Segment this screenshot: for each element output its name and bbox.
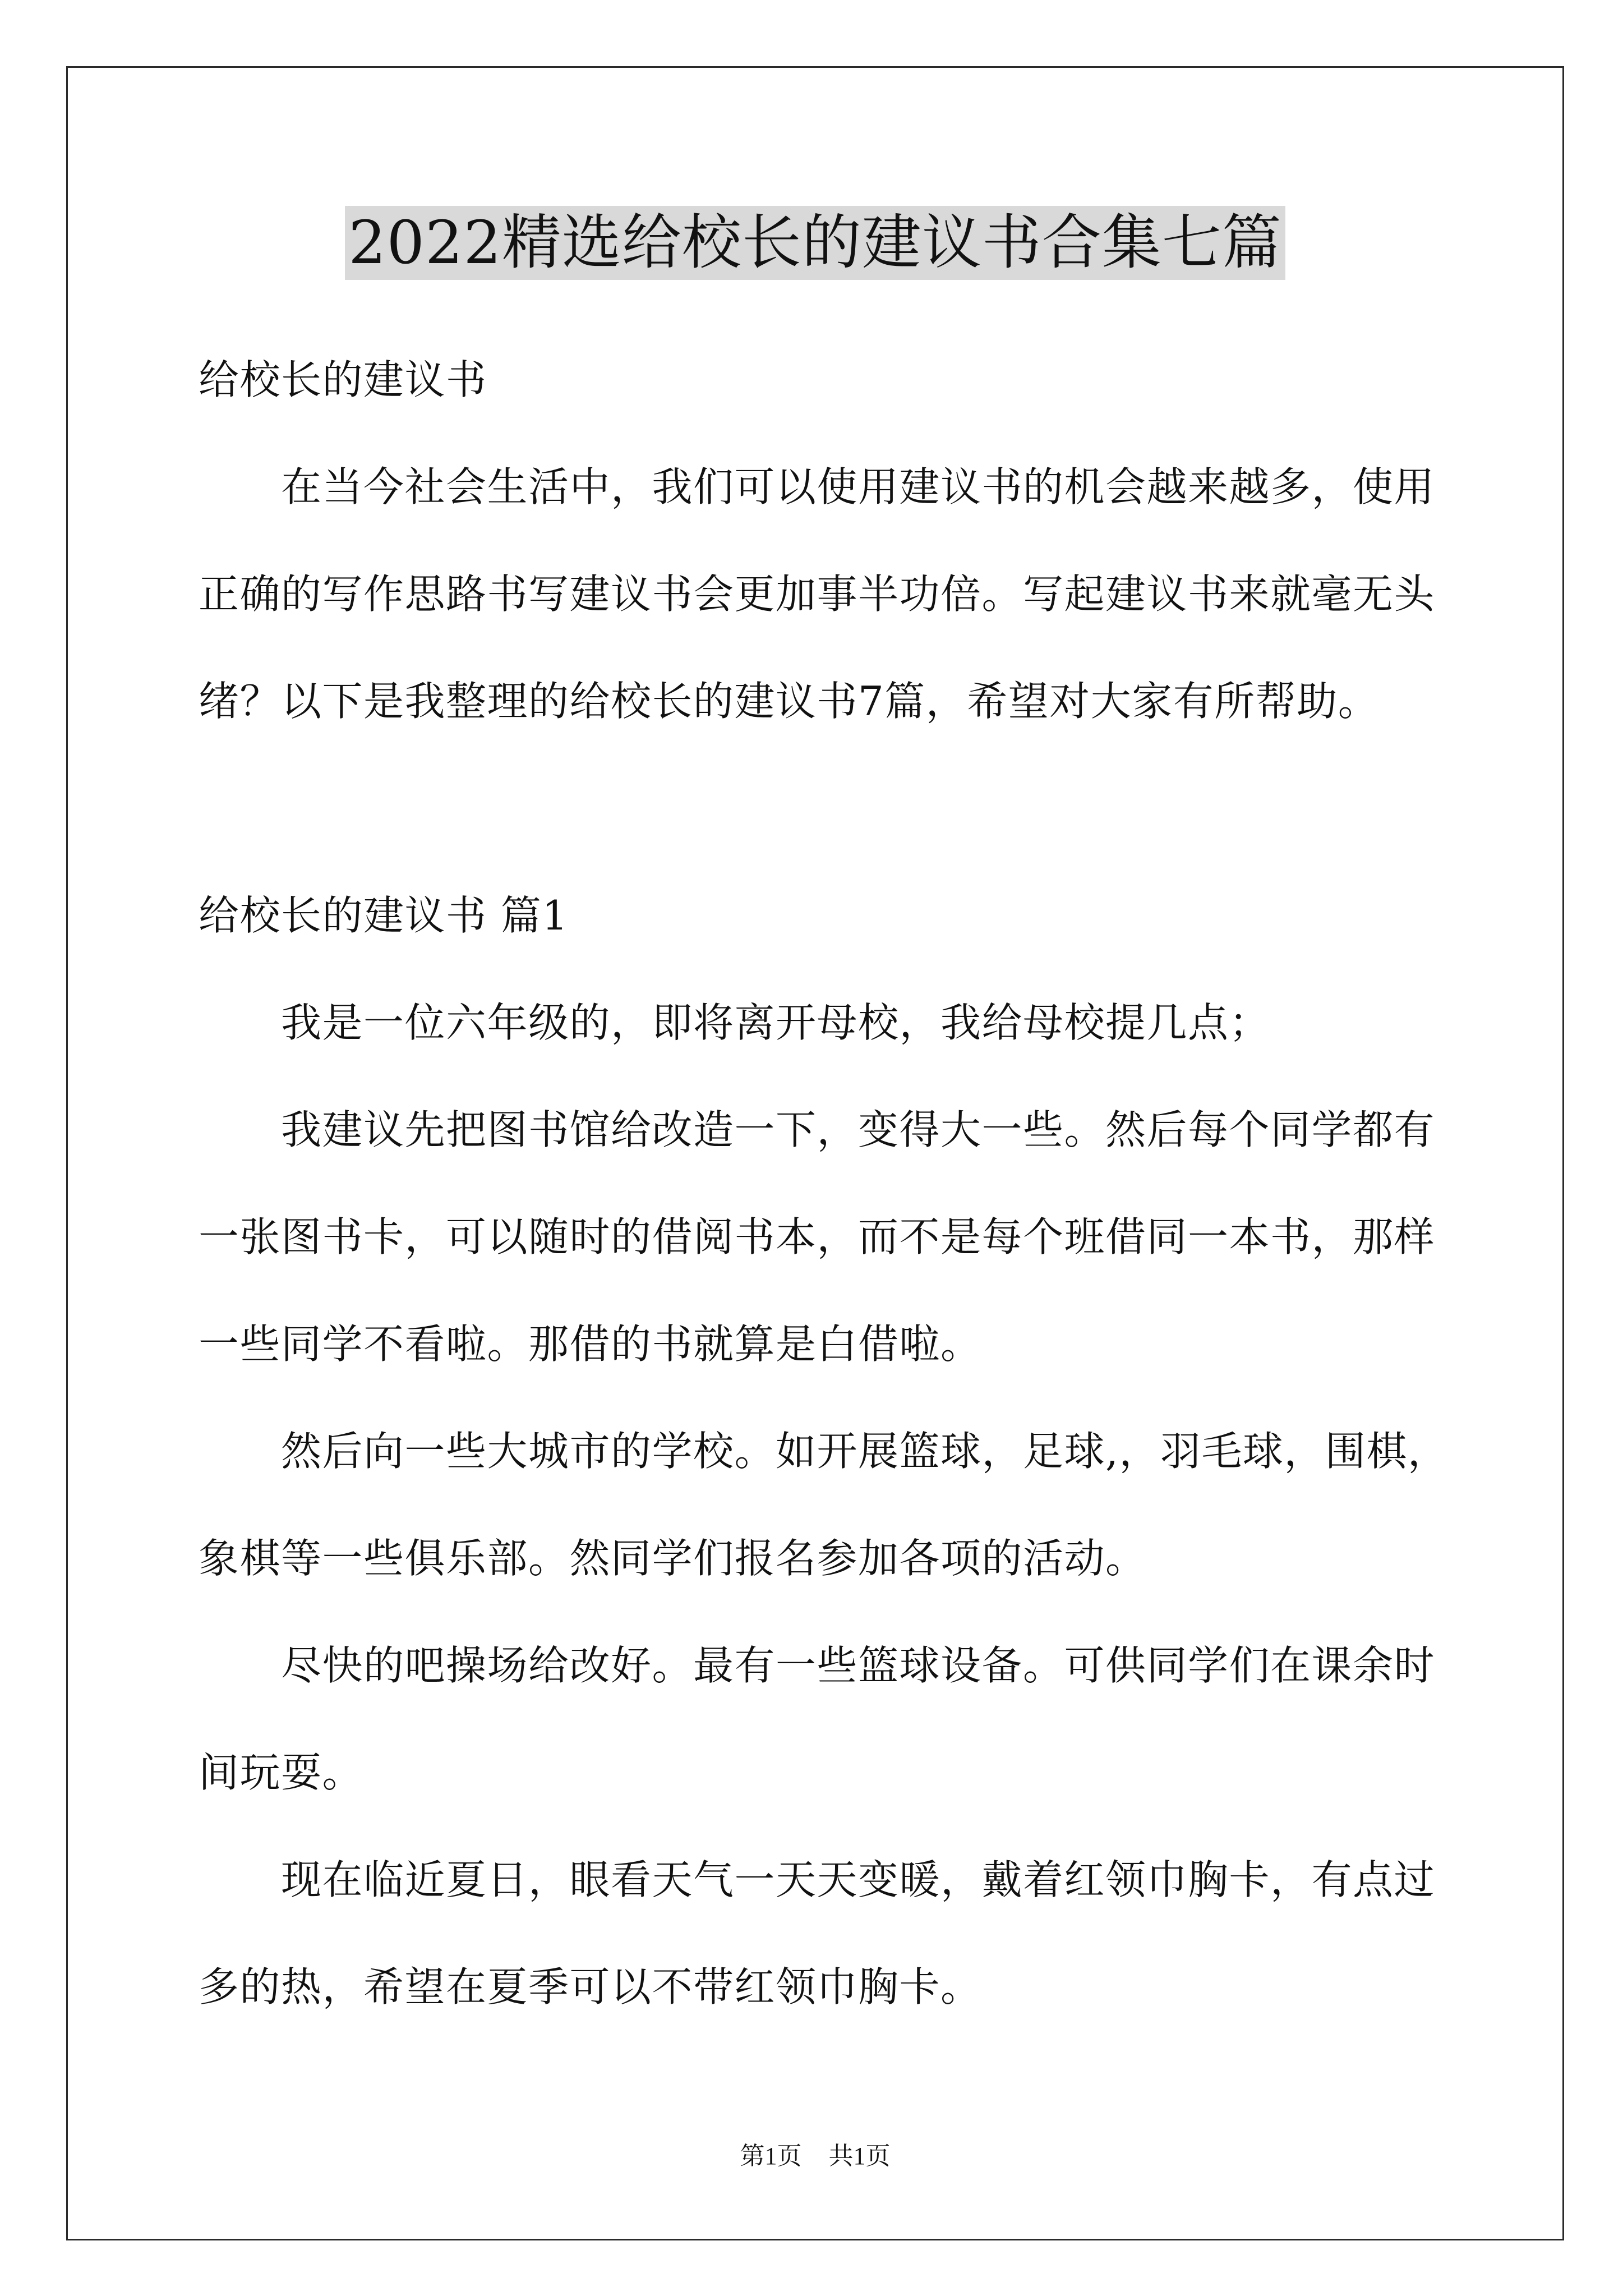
- title-block: [66, 206, 1564, 280]
- document-body: [199, 326, 1488, 2041]
- paragraph-line: 象棋等一些俱乐部。然同学们报名参加各项的活动。: [199, 1535, 1147, 1582]
- paragraph-line: 现在临近夏日，眼看天气一天天变暖，戴着红领巾胸卡，有点过: [281, 1856, 1436, 1903]
- paragraph-line: 正确的写作思路书写建议书会更加事半功倍。写起建议书来就毫无头: [199, 570, 1436, 618]
- paragraph-line: 我建议先把图书馆给改造一下，变得大一些。然后每个同学都有: [281, 1106, 1436, 1153]
- paragraph-line: 多的热，希望在夏季可以不带红领巾胸卡。: [199, 1963, 982, 2010]
- section-heading: 给校长的建议书 篇1: [199, 892, 569, 939]
- page-footer: [66, 2139, 1564, 2173]
- paragraph-line: 然后向一些大城市的学校。如开展篮球，足球,，羽毛球，围棋，: [281, 1428, 1449, 1475]
- intro-heading: 给校长的建议书: [199, 356, 487, 403]
- paragraph-line: 在当今社会生活中，我们可以使用建议书的机会越来越多，使用: [281, 463, 1436, 510]
- paragraph-line: 我是一位六年级的，即将离开母校，我给母校提几点；: [281, 999, 1271, 1046]
- total-page-count: 共1页: [828, 2142, 891, 2170]
- paragraph-line: 一张图书卡，可以随时的借阅书本，而不是每个班借同一本书，那样: [199, 1213, 1436, 1260]
- blank-line: [199, 755, 1488, 862]
- paragraph-line: 尽快的吧操场给改好。最有一些篮球设备。可供同学们在课余时: [281, 1642, 1436, 1689]
- document-title: 2022精选给校长的建议书合集七篇: [345, 206, 1285, 280]
- current-page-number: 第1页: [740, 2142, 802, 2170]
- paragraph-line: 绪？以下是我整理的给校长的建议书7篇，希望对大家有所帮助。: [199, 678, 1380, 725]
- paragraph-line: 一些同学不看啦。那借的书就算是白借啦。: [199, 1320, 982, 1368]
- paragraph-line: 间玩耍。: [199, 1749, 364, 1796]
